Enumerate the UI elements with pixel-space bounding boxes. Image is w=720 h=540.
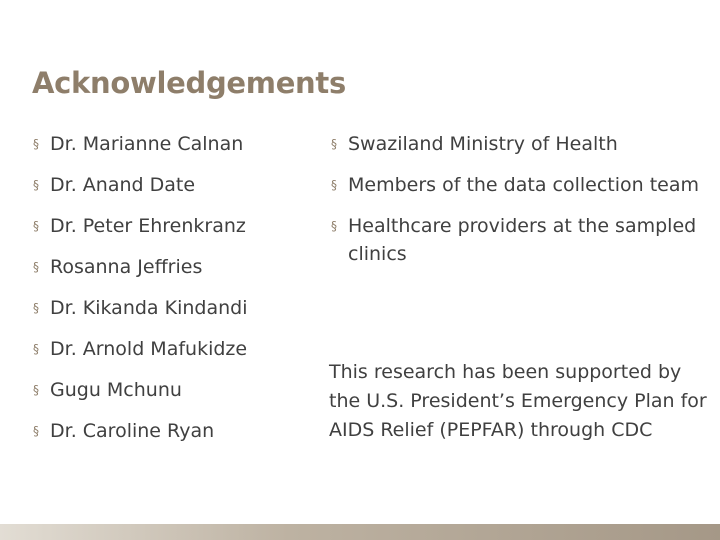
list-item-text: Swaziland Ministry of Health — [348, 133, 618, 155]
list-item-text: Members of the data collection team — [348, 174, 699, 196]
list-item-text: Dr. Peter Ehrenkranz — [50, 215, 246, 237]
bullet-icon: § — [331, 178, 337, 192]
list-item-text: Dr. Caroline Ryan — [50, 420, 215, 442]
list-item-text: Dr. Kikanda Kindandi — [50, 297, 248, 319]
funding-statement: This research has been supported by the U.S. President’s Emergency Plan for AIDS Relief (PEPFAR) through CDC — [329, 361, 707, 441]
list-item — [33, 253, 318, 281]
bullet-icon: § — [33, 260, 39, 274]
bullet-icon: § — [33, 424, 39, 438]
list-item — [33, 294, 318, 322]
footer-bar — [0, 524, 720, 540]
list-item-text: Rosanna Jeffries — [50, 256, 203, 278]
list-item — [33, 130, 318, 158]
bullet-icon: § — [33, 301, 39, 315]
list-item — [33, 335, 318, 363]
list-item — [33, 417, 318, 445]
acknowledged-people-list — [33, 130, 318, 458]
list-item — [33, 376, 318, 404]
bullet-icon: § — [33, 137, 39, 151]
list-item-text: Dr. Marianne Calnan — [50, 133, 244, 155]
bullet-icon: § — [33, 342, 39, 356]
bullet-icon: § — [331, 137, 337, 151]
list-item — [331, 212, 717, 268]
list-item — [331, 130, 717, 158]
bullet-icon: § — [33, 219, 39, 233]
list-item — [331, 171, 717, 199]
acknowledged-organizations-list — [331, 130, 717, 281]
bullet-icon: § — [33, 383, 39, 397]
list-item-text: Dr. Anand Date — [50, 174, 196, 196]
list-item — [33, 212, 318, 240]
list-item-text: Gugu Mchunu — [50, 379, 182, 401]
bullet-icon: § — [33, 178, 39, 192]
bullet-icon: § — [331, 219, 337, 233]
list-item-text: Dr. Arnold Mafukidze — [50, 338, 248, 360]
list-item-text: Healthcare providers at the sampled clinics — [348, 215, 697, 265]
list-item — [33, 171, 318, 199]
slide-title: Acknowledgements — [32, 66, 346, 100]
